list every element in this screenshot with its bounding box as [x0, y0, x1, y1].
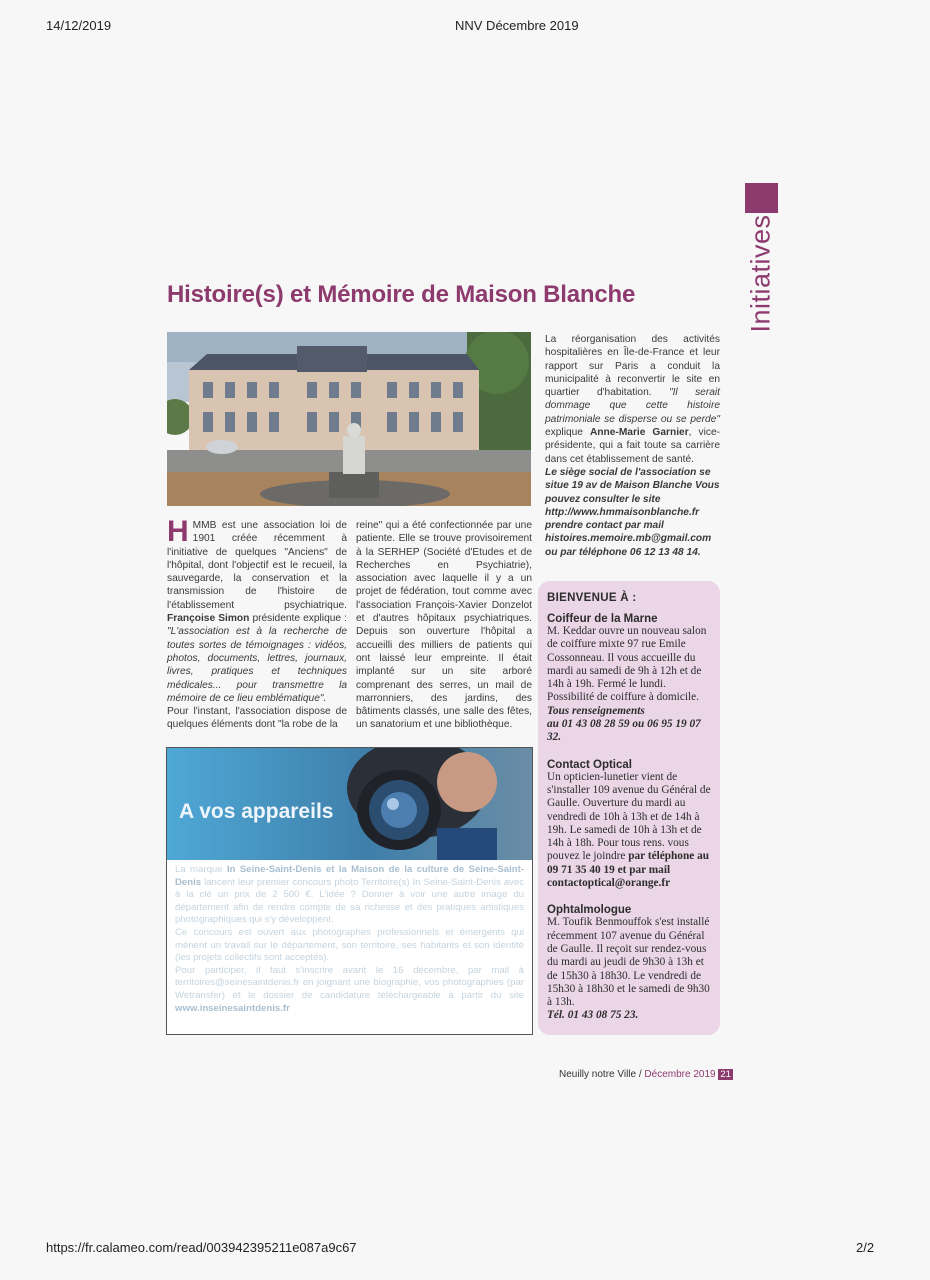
col3-person-name: Anne-Marie Garnier — [589, 427, 689, 439]
article-title: Histoire(s) et Mémoire de Maison Blanche — [167, 281, 636, 308]
col3-intro-c: , vice-présidente, qui a fait toute sa carrière dans cet établissement de santé. — [545, 427, 721, 465]
ad-website: www.inseinesaintdenis.fr — [175, 1002, 290, 1014]
business-description: M. Keddar ouvre un nouveau salon de coiffure mixte 97 rue Emile Cossonneau. Il vous accueille du mardi au samedi de 9h à 12h et de 14h à 19h. Fermé le lundi. Possibilité de coiffure à domicile. — [547, 625, 707, 704]
ad-text-3: Ce concours est ouvert aux photographes professionnels et émergents qui mènent un travail sur le département, son territoire, ses habitants et son identité (les projets collectifs sont acceptés). — [175, 926, 524, 964]
business-contact: Tél. 01 43 08 75 23. — [547, 1009, 639, 1022]
business-contact: au 01 43 08 28 59 ou 06 95 19 07 32. — [547, 718, 701, 744]
business-description: M. Toufik Benmouffok s'est installé récemment 107 avenue du Général de Gaulle. Il reçoit sur rendez-vous du mardi au jeudi de 9h30 à 13h et de 15h30 à 18h30. Le vendredi de 15h30 à 18h30 et le samedi de 9h30 à 13h. — [547, 916, 710, 1009]
business-name: Contact Optical — [547, 758, 632, 771]
ad-headline: A vos appareils — [179, 800, 334, 823]
print-page-count: 2/2 — [856, 1240, 875, 1255]
col1-person-name: Françoise Simon — [167, 613, 250, 625]
ad-organizers: In Seine-Saint-Denis et la Maison de la culture de Seine-Saint-Denis — [175, 864, 524, 888]
col1-intro: MMB est une association loi de 1901 créée récemment à l'initiative de quelques "Anciens" de l'hôpital, dont l'objectif est le recueil, la sauvegarde, la conservation et la transmission de l'histoire de l'établissement psychiatrique. — [167, 520, 347, 611]
ad-text-1: La marque — [175, 864, 223, 875]
folio-month: Décembre 2019 — [644, 1069, 716, 1080]
folio-page-number: 21 — [720, 1069, 731, 1080]
col3-explique: explique — [545, 427, 583, 439]
col3-quote: "Il serait dommage que cette histoire patrimoniale se disperse ou se perde" — [545, 387, 721, 425]
folio-magazine: Neuilly notre Ville / — [559, 1069, 642, 1080]
photographer-image — [167, 748, 532, 860]
business-contact: par téléphone au 09 71 35 40 19 et par mail contactoptical@orange.fr — [547, 850, 710, 890]
ad-body — [167, 860, 532, 1019]
article-column-3 — [545, 333, 720, 559]
print-date: 14/12/2019 — [46, 18, 112, 33]
col1-paragraph-2: Pour l'instant, l'association dispose de quelques éléments dont "la robe de la — [167, 706, 347, 731]
section-tab-label: Initiatives — [745, 214, 776, 333]
print-title: NNV Décembre 2019 — [455, 18, 579, 33]
drop-cap: H — [167, 515, 189, 548]
col1-quote: "L'association est à la recherche de toutes sortes de témoignages : vidéos, photos, documents, lettres, journaux, livres, pratiques et techniques médicales... pour transmettre la mémoire de ce lieu emblématique". — [167, 626, 347, 704]
col2-text: reine" qui a été confectionnée par une patiente. Elle se trouve provisoirement à la SERHEP (Société d'Etudes et de Recherches en Psychiatrie), association avec laquelle il y a un projet de fédération, tout comme avec l'association François-Xavier Donzelot et d'autres hôpitaux psychiatriques. Depuis son ouverture l'hôpital a accueilli des milliers de patients qui ont laissé leur empreinte. Il était implanté sur un site arboré comprenant des serres, un mail de marronniers, des jardins, des bâtiments classés, une salle des fêtes, un sanatorium et une bibliothèque. — [356, 520, 532, 731]
page-folio — [559, 1069, 733, 1080]
col3-contact-info: Le siège social de l'association se situe 19 av de Maison Blanche Vous pouvez consulter le site http://www.hmmaisonblanche.fr prendre contact par mail histoires.memoire.mb@gmail.com ou par téléphone 06 12 13 48 14. — [545, 466, 720, 558]
article-column-1 — [167, 515, 347, 732]
col1-intro-b: présidente explique : — [252, 613, 347, 625]
article-column-2 — [356, 519, 532, 732]
ad-text-4: Pour participer, il faut s'inscrire avant le 16 décembre, par mail à territoires@seinesaintdenis.fr en joignant une biographie, vos photographies (par Wetransfer) et le dossier de candidature téléchargeable à partir du site — [175, 964, 524, 1001]
business-contact-label: Tous renseignements — [547, 704, 645, 717]
photo-contest-ad — [166, 747, 533, 1035]
print-url: https://fr.calameo.com/read/003942395211e087a9c67 — [46, 1240, 357, 1255]
business-name: Coiffeur de la Marne — [547, 613, 658, 625]
col3-intro: La réorganisation des activités hospitalières en Île-de-France et leur rapport sur Paris a conduit la municipalité à reconvertir le site en quartier d'habitation. — [545, 334, 720, 399]
welcome-content — [547, 592, 715, 1023]
welcome-heading: BIENVENUE À : — [547, 592, 637, 604]
business-name: Ophtalmologue — [547, 904, 632, 917]
ad-text-2: lancent leur premier concours photo Territoire(s) In Seine-Saint-Denis avec à la clé un prix de 2 500 €. L'idée ? Donner à voir une autre image du département afin de rendre compte de sa richesse et des pratiques artistiques photographiques qui s'y développent. — [175, 876, 524, 926]
business-description: Un opticien-lunetier vient de s'installer 109 avenue du Général de Gaulle. Ouverture du mardi au vendredi de 10h à 13h et de 14h à 19h. Le samedi de 10h à 13h et de 14h à 18h. Pour tous rens. vous pouvez le joindre — [547, 770, 711, 863]
section-marker — [745, 183, 778, 213]
building-photo — [167, 332, 531, 506]
